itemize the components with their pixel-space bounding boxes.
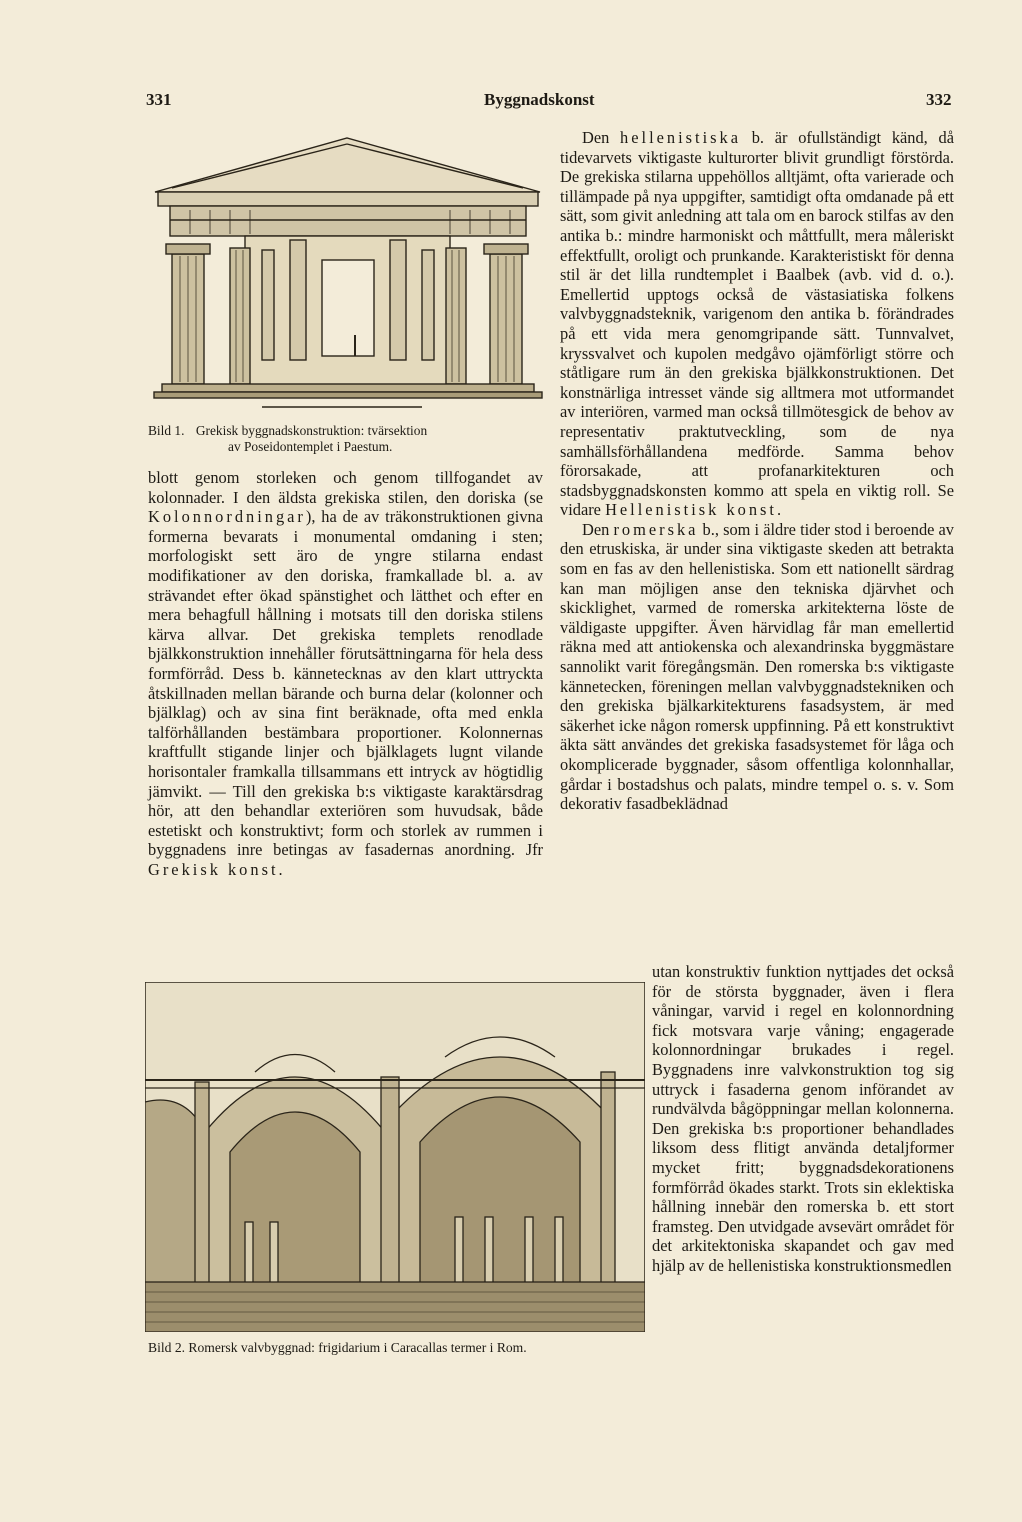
running-title: Byggnadskonst [484,90,595,109]
text-run: blott genom storleken och genom tillfogandet av kolonnader. I den äldsta grekiska stilen, den doriska (se [148,468,543,507]
left-column [148,468,543,879]
roman-vault-figure [145,982,645,1332]
hellenistic-paragraph [560,128,954,520]
text-run: b. är ofullständigt känd, då tidevarvets viktigaste kulturorter blivit grundligt förstörda. De grekiska stilarna uppehöllos alltjämt, ofta varierade och tillämpade på nya uppgifter, samtidigt ofta omdanade på ett sätt, som givit anledning att tala om en barock stilfas av den antika b.: mindre harmoniskt och måttfullt, mera måleriskt effektfullt, oroligt och prunkande. Karakteristiskt för denna stil är det lilla rundtemplet i Baalbek (avb. vid d. o.). Emellertid upptogs också de västasiatiska folkens valvbyggnadsteknik, varigenom den antika b. förändrades på ett vida mera genomgripande sätt. Tunnvalvet, kryssvalvet och kupolen medgåvo ojämförligt större och ståtligare rum än den grekiska bjälkkonstruktionen. Det konstnärliga intresset vände sig alltmera mot utformandet av interiören, varmed man också tillmötesgick de behov av representativ praktutveckling, som de nya samhällsförhållandena medförde. Samma behov förorsakade, att profanarkitekturen och stadsbyggnadskonsten kommo att spela en viktig roll. Se vidare [560,128,954,520]
figure1-caption-line2: av Poseidontemplet i Paestum. [228,439,393,454]
roman-paragraph-continued: utan konstruktiv funktion nyttjades det också för de största byggnader, även i flera våningar, varvid i regel en kolonnordning fick motsvara varje våning; engagerade kolonnordningar brukades i regel. Byggnadens inre valvkonstruktion tog sig uttryck i fasaderna genom införandet av rundvälvda bågöppningar mellan kolonnerna. Den grekiska b:s proportioner behandlades liksom dess flitigt använda detaljformer mycket fritt; byggnadsdekorationens formförråd ökades starkt. Trots sin eklektiska hållning innebär den romerska b. ett stort framsteg. Den utvidgade avsevärt området för det arkitektoniska skapandet och gav med hjälp av de hellenistiska konstruktionsmedlen [652,962,954,1275]
text-run: . [776,500,782,520]
figure1-caption [148,423,543,455]
left-paragraph [148,468,543,879]
page-number-left: 331 [146,90,172,109]
text-run: ), ha de av träkonstruktionen givna formerna bevarats i monumental omdaning i sten; morfologiskt sett äro de yngre stilarna endast modifikationer av den doriska, framkallade bl. a. av strävandet efter ökad spänstighet och lätthet och efter en mera behagfull hållning i motsats till den doriska stilens kärva allvar. Det grekiska templets renodlade bjälkkonstruktion innehåller förutsättningarna för hela dess formförråd. Dess b. kännetecknas av den klart uttryckta åtskillnaden mellan bärande och burna delar (kolonner och bjälklag) och av sina fint beräknade, ofta med enkla talförhållanden bestämbara proportioner. Kolonnernas kraftfullt stigande linjer och bjälklagets lugnt vilande horisontaler framkalla tillsammans ett intryck av högtidlig jämvikt. — Till den grekiska b:s viktigaste karaktärsdrag hör, att den behandlar exteriören som huvudsak, både estetiskt och konstruktivt; form och storlek av rummen i byggnadens inre betingas av fasadernas anordning. Jfr [148,507,543,860]
figure1-caption-line1: Grekisk byggnadskonstruktion: tvärsektion [195,423,428,438]
cross-reference[interactable]: Kolonnordningar [148,507,306,527]
term-hellenistiska: hellenistiska [620,128,741,147]
temple-cross-section-figure [150,130,545,415]
page-number-right: 332 [926,90,952,109]
right-column [560,128,954,814]
figure1-caption-label: Bild 1. [148,423,185,438]
right-column-continuation [652,962,954,1276]
figure2-caption: Bild 2. Romersk valvbyggnad: frigidarium i Caracallas termer i Rom. [148,1340,527,1355]
cross-reference[interactable]: Grekisk konst [148,859,279,879]
cross-reference[interactable]: Hellenistisk konst [605,500,777,520]
term-romerska: romerska [613,519,699,539]
text-run: . [278,859,283,879]
text-run: b., som i äldre tider stod i beroende av den etruskiska, är under sina viktigaste skeden att betrakta som en fas av den hellenistiska. Som ett nationellt särdrag kan man möjligen anse den tekniska djärvhet och skicklighet, varmed de romerska arkitekterna löste de väldigaste uppgifter. Även härvidlag får man emellertid räkna med att antiokenska och alexandrinska byggmästare sannolikt varit föregångsmän. Den romerska b:s viktigaste kännetecken, föreningen mellan valvbyggnadstekniken och den grekiska bjälkarkitekturens fasadsystem, är med säkerhet icke någon romersk uppfinning. På ett konstruktivt äkta sätt användes det grekiska fasadsystemet för låga och okomplicerade byggnader, såsom offentliga kolonnhallar, gårdar i bostadshus och palats, mindre tempel o. s. v. Som dekorativ fasadbeklädnad [560,519,954,814]
text-run: Den [582,128,621,147]
roman-paragraph [560,520,954,814]
text-run: Den [582,519,614,539]
